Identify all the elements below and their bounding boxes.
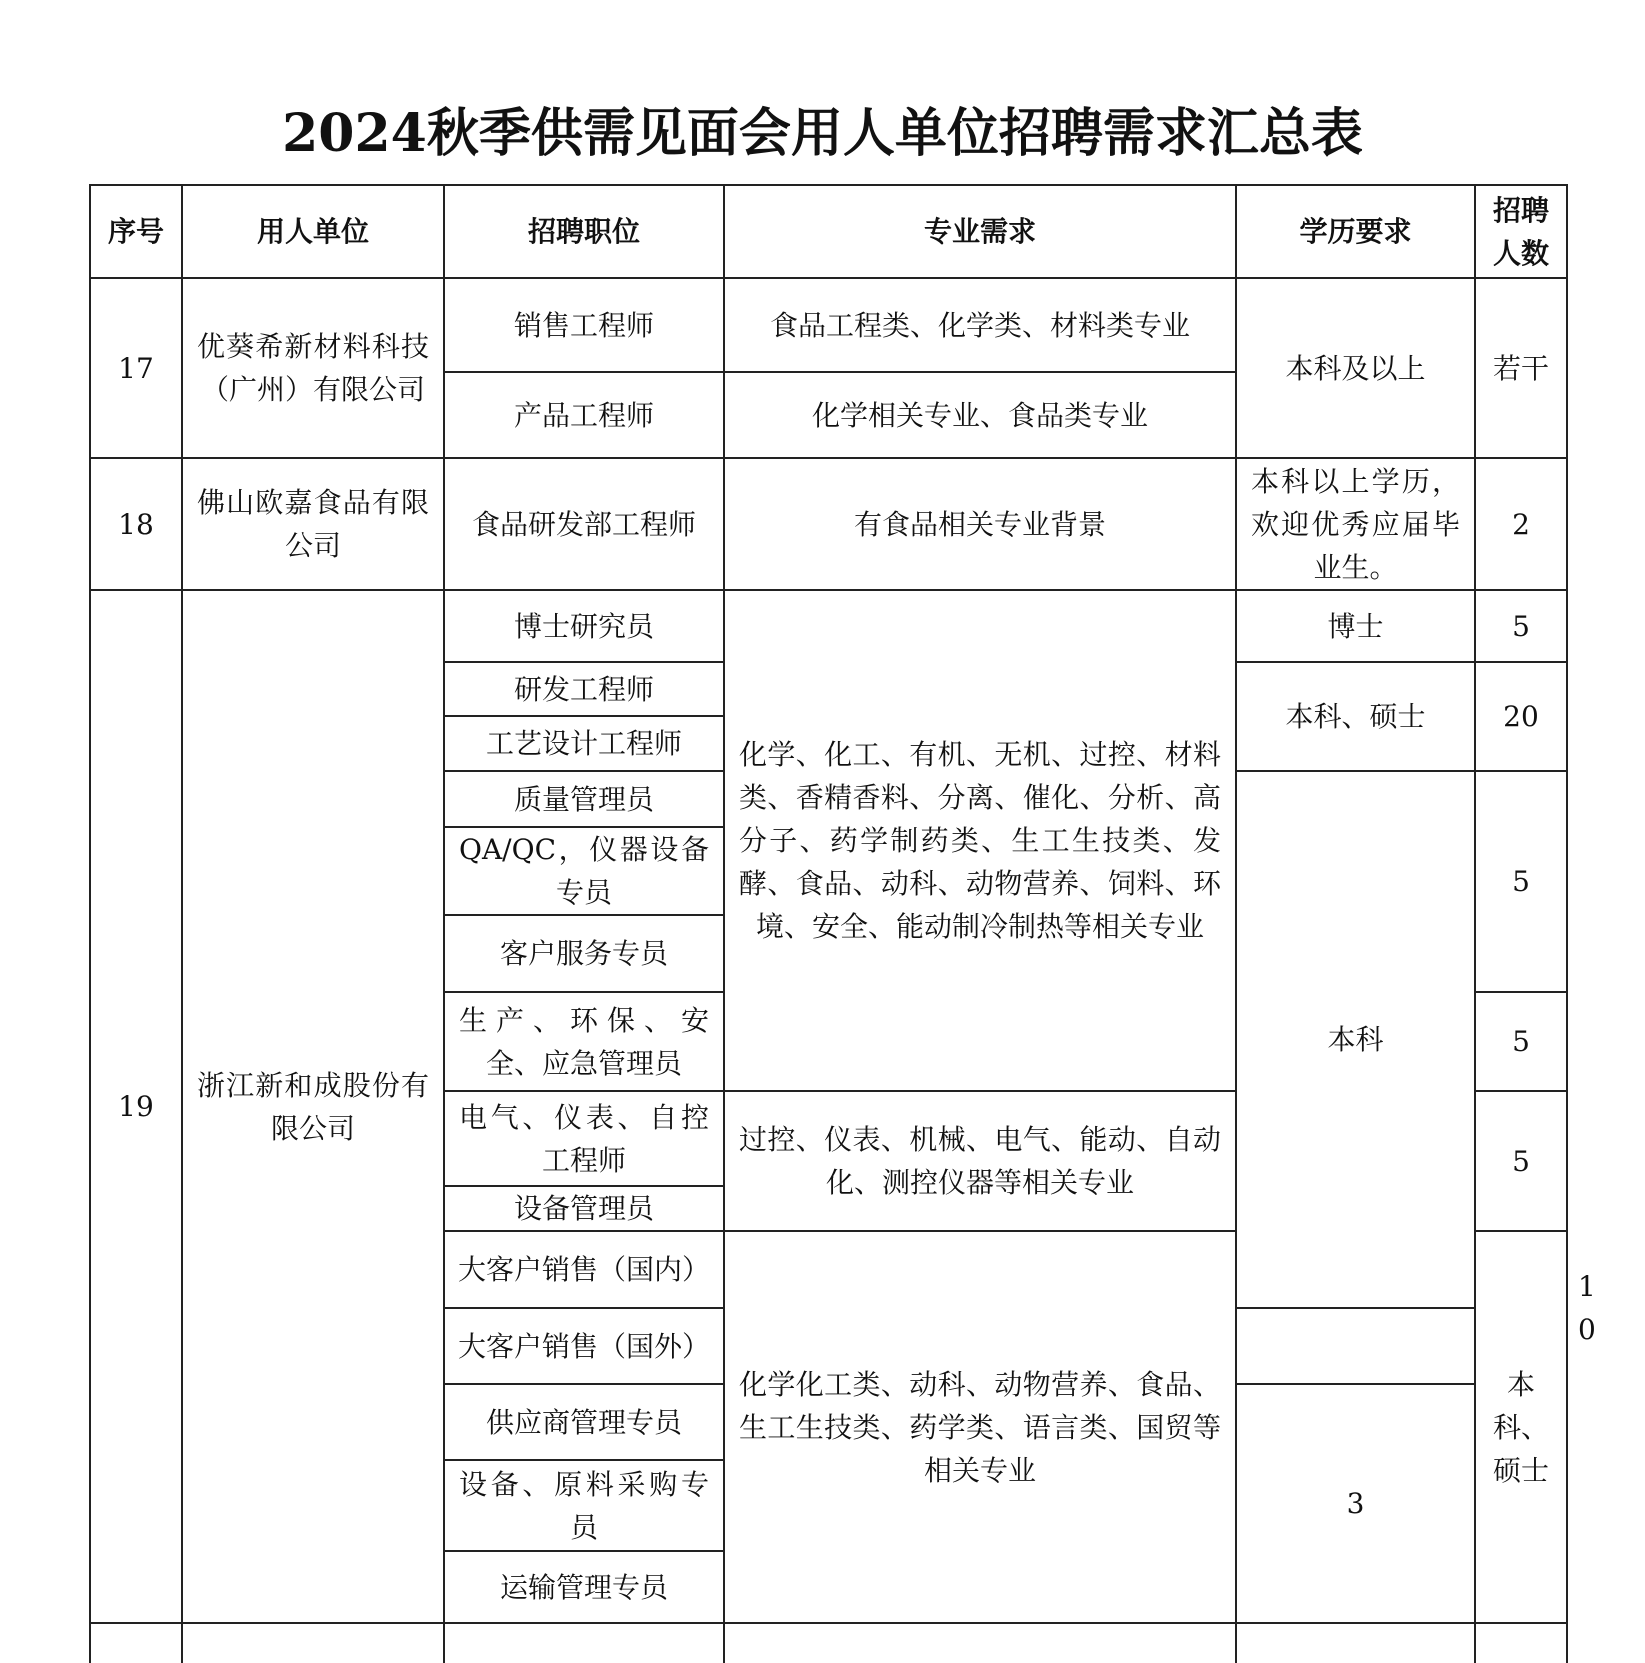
header-seq: 序号 (90, 185, 182, 278)
cell-position: 工艺设计工程师 (444, 716, 724, 771)
cell-seq: 17 (90, 278, 182, 458)
cell-count: 若干 (1475, 278, 1567, 458)
cell-position: 运输管理专员 (444, 1551, 724, 1623)
table-row (90, 278, 1567, 372)
cell-empty (444, 1623, 724, 1663)
cell-count: 5 (1475, 590, 1567, 662)
cell-position: 设备、原料采购专员 (444, 1460, 724, 1551)
cell-position: 供应商管理专员 (444, 1384, 724, 1460)
cell-position: 质量管理员 (444, 771, 724, 827)
cell-position: 客户服务专员 (444, 915, 724, 992)
cell-position: 食品研发部工程师 (444, 458, 724, 590)
cell-education: 本科以上学历，欢迎优秀应届毕业生。 (1236, 458, 1475, 590)
header-unit: 用人单位 (182, 185, 444, 278)
cell-position: 博士研究员 (444, 590, 724, 662)
cell-major: 化学、化工、有机、无机、过控、材料类、香精香料、分离、催化、分析、高分子、药学制药类、生工生技类、发酵、食品、动科、动物营养、饲料、环境、安全、能动制冷制热等相关专业 (724, 590, 1236, 1091)
cell-count: 2 (1475, 458, 1567, 590)
header-major: 专业需求 (724, 185, 1236, 278)
cell-empty (1475, 1623, 1567, 1663)
cell-major: 过控、仪表、机械、电气、能动、自动化、测控仪器等相关专业 (724, 1091, 1236, 1231)
header-education: 学历要求 (1236, 185, 1475, 278)
cell-major: 化学化工类、动科、动物营养、食品、生工生技类、药学类、语言类、国贸等相关专业 (724, 1231, 1236, 1623)
cell-position: 大客户销售（国内） (444, 1231, 724, 1308)
cell-count: 3 (1236, 1384, 1475, 1623)
cell-education: 本科及以上 (1236, 278, 1475, 458)
cell-count: 20 (1475, 662, 1567, 771)
cell-education: 本科、硕士 (1475, 1231, 1567, 1623)
cell-count: 5 (1475, 771, 1567, 992)
cell-empty (90, 1623, 182, 1663)
cell-education: 本科 (1236, 771, 1475, 1308)
cell-seq: 19 (90, 590, 182, 1623)
cell-count: 5 (1475, 1091, 1567, 1231)
cell-major: 食品工程类、化学类、材料类专业 (724, 278, 1236, 372)
table-row (90, 458, 1567, 590)
cell-empty (182, 1623, 444, 1663)
cell-position: 销售工程师 (444, 278, 724, 372)
recruitment-table (89, 184, 1596, 1663)
cell-position: 生产、环保、安全、应急管理员 (444, 992, 724, 1091)
cell-unit: 浙江新和成股份有限公司 (182, 590, 444, 1623)
header-count: 招聘人数 (1475, 185, 1567, 278)
cell-education: 本科、硕士 (1236, 662, 1475, 771)
cell-empty (1236, 1623, 1475, 1663)
cell-position: QA/QC，仪器设备专员 (444, 827, 724, 915)
cell-position: 研发工程师 (444, 662, 724, 716)
cell-position: 设备管理员 (444, 1186, 724, 1231)
cell-major: 有食品相关专业背景 (724, 458, 1236, 590)
cell-position: 电气、仪表、自控工程师 (444, 1091, 724, 1186)
header-row (90, 185, 1567, 278)
cell-position: 产品工程师 (444, 372, 724, 458)
cell-seq: 18 (90, 458, 182, 590)
table-row (90, 590, 1567, 662)
header-position: 招聘职位 (444, 185, 724, 278)
cell-empty (724, 1623, 1236, 1663)
page-title: 2024秋季供需见面会用人单位招聘需求汇总表 (282, 103, 1363, 164)
table-row-cutoff (90, 1623, 1567, 1663)
cell-position: 大客户销售（国外） (444, 1308, 724, 1384)
cell-count: 5 (1475, 992, 1567, 1091)
cell-unit: 优葵希新材料科技（广州）有限公司 (182, 278, 444, 458)
cell-education: 博士 (1236, 590, 1475, 662)
cell-major: 化学相关专业、食品类专业 (724, 372, 1236, 458)
cell-unit: 佛山欧嘉食品有限公司 (182, 458, 444, 590)
table-row: 大客户销售（国内） 化学化工类、动科、动物营养、食品、生工生技类、药学类、语言类、国贸等相关专业 本科、硕士 10 (90, 1231, 1567, 1308)
